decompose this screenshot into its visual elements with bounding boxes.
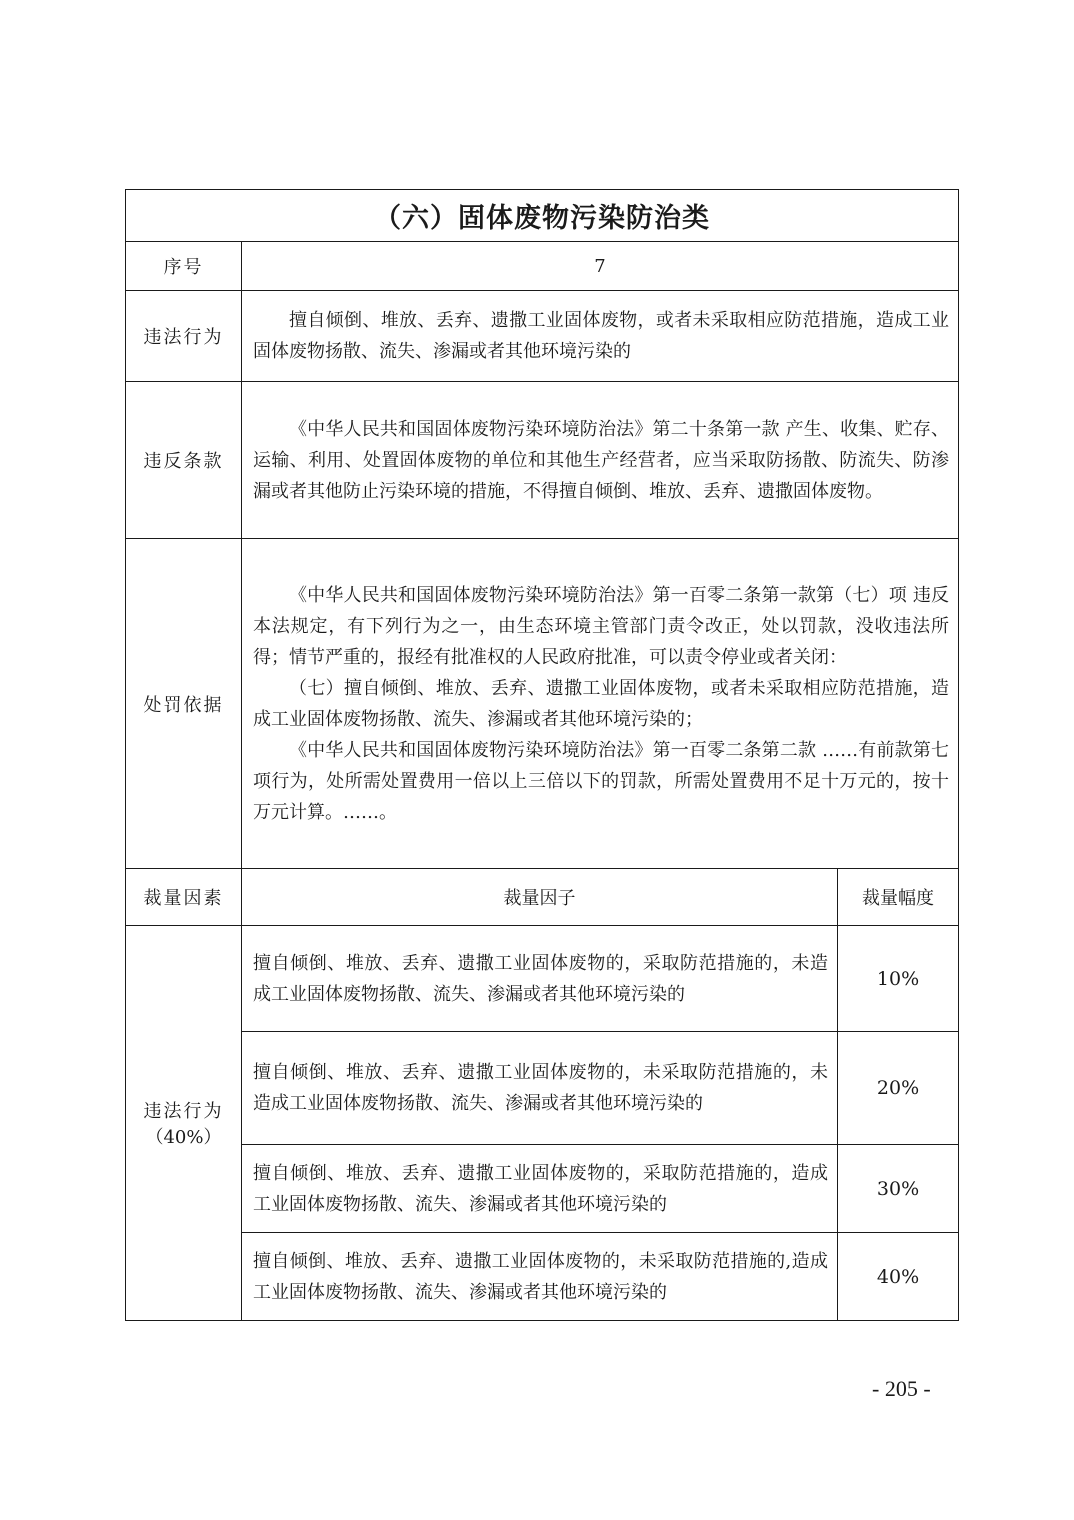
discretion-factor-text: 擅自倾倒、堆放、丢弃、遗撒工业固体废物的，未采取防范措施的,造成工业固体废物扬散、流失、渗漏或者其他环境污染的 xyxy=(242,1233,838,1321)
discretion-factor-header: 裁量因素 xyxy=(126,869,242,926)
discretion-range-value: 10% xyxy=(838,926,959,1032)
table-title: （六）固体废物污染防治类 xyxy=(126,190,959,242)
serial-value: 7 xyxy=(242,242,959,291)
violated-clause-text: 《中华人民共和国固体废物污染环境防治法》第二十条第一款 产生、收集、贮存、运输、利用、处置固体废物的单位和其他生产经营者，应当采取防扬散、防流失、防渗漏或者其他防止污染环境的措施，不得擅自倾倒、堆放、丢弃、遗撒固体废物。 xyxy=(253,418,950,502)
discretion-row xyxy=(126,1233,959,1321)
discretion-factor-text: 擅自倾倒、堆放、丢弃、遗撒工业固体废物的，采取防范措施的，未造成工业固体废物扬散、流失、渗漏或者其他环境污染的 xyxy=(242,926,838,1032)
discretion-row xyxy=(126,1032,959,1145)
discretion-range-header: 裁量幅度 xyxy=(838,869,959,926)
penalty-basis-cell xyxy=(242,539,959,869)
discretion-range-value: 30% xyxy=(838,1145,959,1233)
penalty-basis-paragraph: （七）擅自倾倒、堆放、丢弃、遗撒工业固体废物，或者未采取相应防范措施，造成工业固体废物扬散、流失、渗漏或者其他环境污染的； xyxy=(253,677,950,730)
discretion-group-label-line2: （40%） xyxy=(145,1127,222,1148)
discretion-range-value: 20% xyxy=(838,1032,959,1145)
discretion-group-label-line1: 违法行为 xyxy=(143,1101,224,1122)
discretion-row xyxy=(126,1145,959,1233)
violation-row xyxy=(126,291,959,382)
violated-clause-row xyxy=(126,382,959,539)
serial-label: 序号 xyxy=(126,242,242,291)
penalty-basis-paragraph: 《中华人民共和国固体废物污染环境防治法》第一百零二条第一款第（七）项 违反本法规定，有下列行为之一，由生态环境主管部门责令改正，处以罚款，没收违法所得；情节严重的，报经有批准权的人民政府批准，可以责令停业或者关闭： xyxy=(253,584,950,668)
violated-clause-cell xyxy=(242,382,959,539)
discretion-factor-text: 擅自倾倒、堆放、丢弃、遗撒工业固体废物的，采取防范措施的，造成工业固体废物扬散、流失、渗漏或者其他环境污染的 xyxy=(242,1145,838,1233)
discretion-group-label xyxy=(126,926,242,1321)
discretion-range-value: 40% xyxy=(838,1233,959,1321)
penalty-basis-paragraph: 《中华人民共和国固体废物污染环境防治法》第一百零二条第二款 ……有前款第七项行为，处所需处置费用一倍以上三倍以下的罚款，所需处置费用不足十万元的，按十万元计算。……。 xyxy=(253,739,950,823)
penalty-basis-label: 处罚依据 xyxy=(126,539,242,869)
page-number: - 205 - xyxy=(872,1376,931,1401)
violation-label: 违法行为 xyxy=(126,291,242,382)
violated-clause-label: 违反条款 xyxy=(126,382,242,539)
discretion-detail-header: 裁量因子 xyxy=(242,869,838,926)
penalty-basis-row xyxy=(126,539,959,869)
title-row xyxy=(126,190,959,242)
violation-cell xyxy=(242,291,959,382)
discretion-standard-table xyxy=(125,189,959,1321)
discretion-header-row xyxy=(126,869,959,926)
serial-row xyxy=(126,242,959,291)
discretion-row xyxy=(126,926,959,1032)
discretion-factor-text: 擅自倾倒、堆放、丢弃、遗撒工业固体废物的，未采取防范措施的，未造成工业固体废物扬散、流失、渗漏或者其他环境污染的 xyxy=(242,1032,838,1145)
violation-text: 擅自倾倒、堆放、丢弃、遗撒工业固体废物，或者未采取相应防范措施，造成工业固体废物扬散、流失、渗漏或者其他环境污染的 xyxy=(253,310,950,362)
